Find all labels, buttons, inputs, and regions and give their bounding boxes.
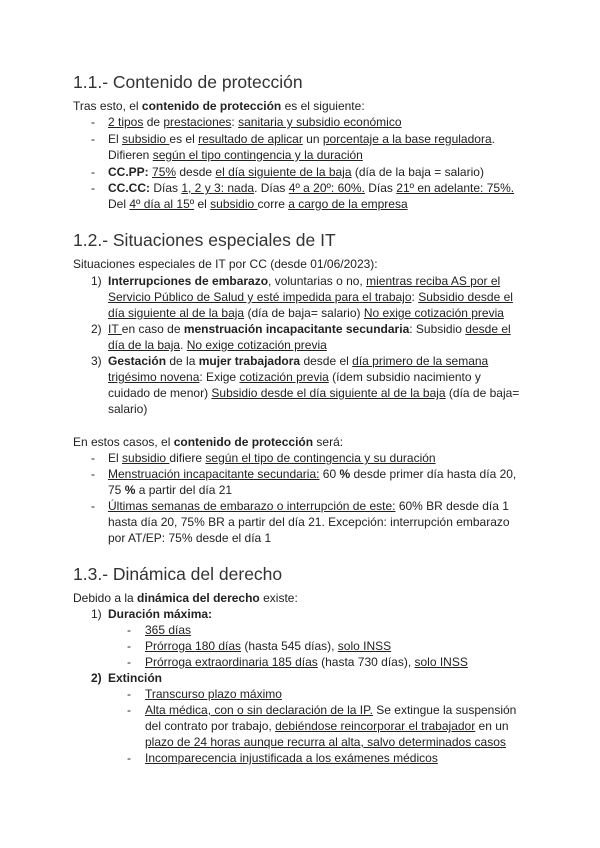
bullet-dash: - (91, 132, 95, 146)
bullet-dash: - (127, 655, 131, 669)
bullet-dash: - (91, 181, 95, 195)
list-item: CC.PP: 75% desde el día siguiente de la baja (día de la baja = salario) (108, 165, 484, 179)
list-item-continuation: Del 4º día al 15º el subsidio corre a cargo de la empresa (108, 197, 408, 211)
section-heading-1-2: 1.2.- Situaciones especiales de IT (73, 230, 336, 250)
numbered-item-continuation: día de la baja. No exige cotización previa (108, 338, 327, 352)
numbered-item-continuation: cuidado de menor) Subsidio desde el día siguiente al de la baja (día de baja= (108, 386, 520, 400)
section-heading-1-3: 1.3.- Dinámica del derecho (73, 564, 283, 584)
bullet-dash: - (91, 115, 95, 129)
bullet-dash: - (127, 639, 131, 653)
sub-list-item-continuation: del contrato por trabajo, debiéndose reincorporar el trabajador en un (145, 719, 509, 733)
bullet-dash: - (91, 467, 95, 481)
list-item: Últimas semanas de embarazo o interrupción de este: 60% BR desde día 1 (108, 499, 509, 513)
list-number: 3) (91, 354, 102, 368)
list-item-continuation: por AT/EP: 75% desde el día 1 (108, 531, 272, 545)
section-intro: Debido a la dinámica del derecho existe: (73, 591, 298, 605)
section-intro: En estos casos, el contenido de protección será: (73, 435, 344, 449)
list-number: 1) (91, 274, 102, 288)
list-item: Menstruación incapacitante secundaria: 60 % desde primer día hasta día 20, (108, 467, 517, 481)
list-item: 2 tipos de prestaciones: sanitaria y subsidio económico (108, 115, 402, 129)
sub-list-item: Transcurso plazo máximo (145, 687, 282, 701)
sub-list-item-continuation: plazo de 24 horas aunque recurra al alta, salvo determinados casos (145, 735, 506, 749)
section-intro: Tras esto, el contenido de protección es el siguiente: (73, 99, 365, 113)
bullet-dash: - (91, 499, 95, 513)
list-item-continuation: hasta día 20, 75% BR a partir del día 21. Excepción: interrupción embarazo (108, 515, 510, 529)
sub-list-item: 365 días (145, 623, 192, 637)
bullet-dash: - (127, 751, 131, 765)
list-item-continuation: 75 % a partir del día 21 (108, 483, 233, 497)
numbered-item-continuation: salario) (108, 402, 148, 416)
numbered-item-continuation: día siguiente al de la baja (día de baja= salario) No exige cotización previa (108, 306, 504, 320)
list-number: 2) (91, 671, 102, 685)
numbered-item-continuation: Servicio Público de Salud y esté impedida para el trabajo: Subsidio desde el (108, 290, 513, 304)
bullet-dash: - (127, 623, 131, 637)
sub-list-item: Prórroga 180 días (hasta 545 días), solo INSS (145, 639, 392, 653)
list-item: CC.CC: Días 1, 2 y 3: nada. Días 4º a 20º: 60%. Días 21º en adelante: 75%. (108, 181, 515, 195)
section-heading-1-1: 1.1.- Contenido de protección (73, 72, 303, 92)
numbered-item: Interrupciones de embarazo, voluntarias o no, mientras reciba AS por el (108, 274, 501, 288)
sub-list-item: Prórroga extraordinaria 185 días (hasta 730 días), solo INSS (145, 655, 468, 669)
numbered-item: IT en caso de menstruación incapacitante secundaria: Subsidio desde el (108, 322, 511, 336)
numbered-item: Gestación de la mujer trabajadora desde el día primero de la semana (108, 354, 489, 368)
list-item-continuation: Difieren según el tipo contingencia y la duración (108, 148, 363, 162)
bullet-dash: - (127, 703, 131, 717)
section-intro: Situaciones especiales de IT por CC (desde 01/06/2023): (73, 257, 378, 271)
sub-list-item: Alta médica, con o sin declaración de la IP. Se extingue la suspensión (145, 703, 517, 717)
list-number: 2) (91, 322, 102, 336)
list-number: 1) (91, 607, 102, 621)
list-item: El subsidio difiere según el tipo de contingencia y su duración (108, 451, 436, 465)
bullet-dash: - (127, 687, 131, 701)
bullet-dash: - (91, 165, 95, 179)
sub-list-item: Incomparecencia injustificada a los exámenes médicos (145, 751, 438, 765)
bullet-dash: - (91, 451, 95, 465)
numbered-item: Duración máxima: (108, 607, 213, 621)
numbered-item: Extinción (108, 671, 163, 685)
numbered-item-continuation: trigésimo novena: Exige cotización previa (ídem subsidio nacimiento y (108, 370, 481, 384)
list-item: El subsidio es el resultado de aplicar un porcentaje a la base reguladora. (108, 132, 495, 146)
